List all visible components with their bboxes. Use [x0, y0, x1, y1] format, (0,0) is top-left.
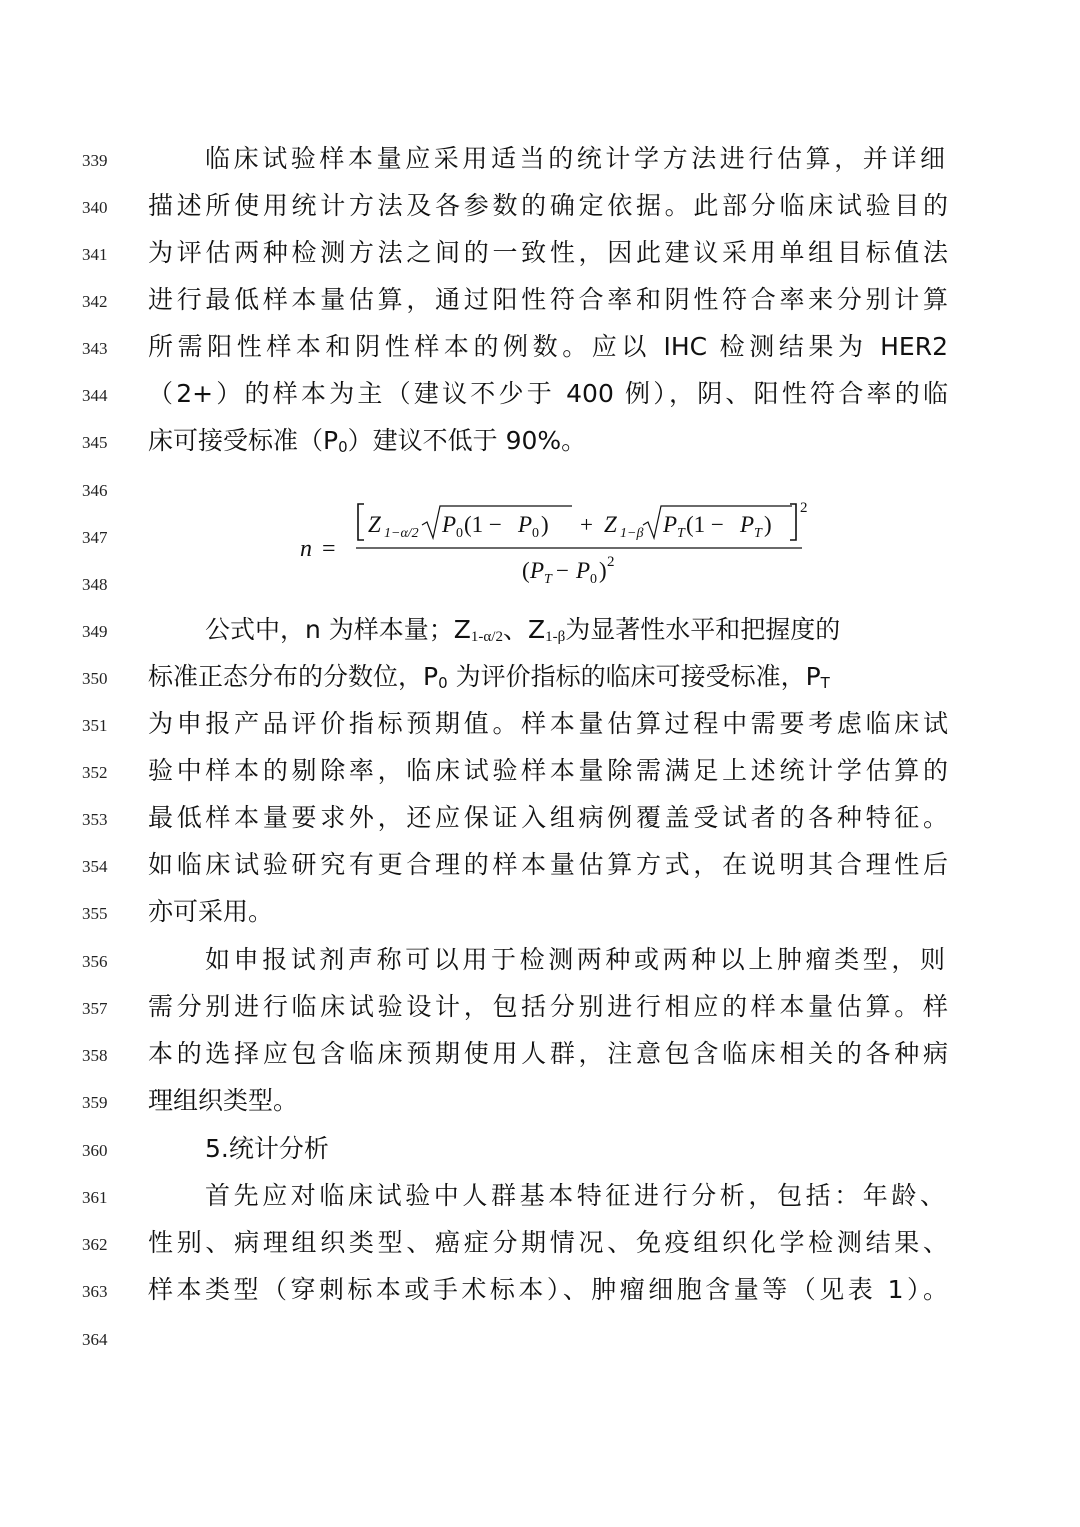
line-number: 355 [82, 904, 108, 923]
line-number: 346 [82, 481, 108, 500]
svg-text:P: P [663, 512, 678, 537]
svg-text:+: + [580, 512, 593, 537]
line-number: 358 [82, 1046, 108, 1065]
svg-text:n: n [300, 536, 312, 562]
line-number: 353 [82, 810, 108, 829]
text-line: 需分别进行临床试验设计，包括分别进行相应的样本量估算。样 [148, 992, 948, 1021]
svg-text:0: 0 [590, 572, 597, 587]
svg-text:2: 2 [607, 554, 615, 570]
line-number: 339 [82, 151, 108, 170]
svg-text:(: ( [522, 558, 530, 583]
text-line: 如临床试验研究有更合理的样本量估算方式，在说明其合理性后 [148, 850, 948, 879]
line-number: 347 [82, 528, 108, 547]
svg-text:Z: Z [368, 512, 381, 537]
line-number: 351 [82, 716, 108, 735]
svg-text:): ) [599, 558, 607, 583]
svg-text:T: T [754, 526, 762, 541]
line-number: 361 [82, 1188, 108, 1207]
text-line: 首先应对临床试验中人群基本特征进行分析，包括：年龄、 [205, 1181, 945, 1210]
svg-text:P: P [518, 512, 533, 537]
line-number: 349 [82, 622, 108, 641]
text-line: 亦可采用。 [148, 897, 274, 926]
text-line: 为申报产品评价指标预期值。样本量估算过程中需要考虑临床试 [148, 709, 948, 738]
svg-text:0: 0 [456, 526, 463, 541]
svg-text:−: − [556, 558, 569, 583]
line-number: 342 [82, 292, 108, 311]
svg-text:T: T [544, 572, 552, 587]
text-line: 所需阳性样本和阴性样本的例数。应以 IHC 检测结果为 HER2 [148, 332, 948, 361]
svg-text:=: = [322, 536, 336, 562]
text-line: 理组织类型。 [148, 1086, 299, 1115]
line-number: 352 [82, 763, 108, 782]
text-line: 本的选择应包含临床预期使用人群，注意包含临床相关的各种病 [148, 1039, 948, 1068]
svg-text:P: P [530, 558, 545, 583]
line-number: 344 [82, 386, 108, 405]
line-number: 364 [82, 1330, 108, 1349]
svg-text:T: T [677, 526, 685, 541]
svg-text:(1 −: (1 − [464, 512, 502, 537]
line-number: 350 [82, 669, 108, 688]
text-line: 公式中，n 为样本量；$Z_{1-\alpha/2}$、$Z_{1-\beta}$为显著性水平和把握度的 [205, 615, 841, 645]
line-number: 356 [82, 952, 108, 971]
text-line: 床可接受标准$(P_0)$建议不低于 90%。 [148, 426, 587, 456]
text-line: 临床试验样本量应采用适当的统计学方法进行估算，并详细 [205, 144, 945, 173]
line-number: 354 [82, 857, 108, 876]
line-number: 340 [82, 198, 108, 217]
text-line: 进行最低样本量估算，通过阳性符合率和阴性符合率来分别计算 [148, 285, 948, 314]
line-number: 357 [82, 999, 108, 1018]
section-heading: 5.统计分析 [205, 1134, 329, 1163]
text-line: 最低样本量要求外，还应保证入组病例覆盖受试者的各种特征。 [148, 803, 948, 832]
line-number: 348 [82, 575, 108, 594]
svg-text:(1 −: (1 − [686, 512, 724, 537]
line-number: 363 [82, 1282, 108, 1301]
svg-text:2: 2 [800, 500, 808, 516]
text-line: 性别、病理组织类型、癌症分期情况、免疫组织化学检测结果、 [148, 1228, 948, 1257]
line-number: 343 [82, 339, 108, 358]
line-number: 359 [82, 1093, 108, 1112]
text-line: 标准正态分布的分数位，$P_0$ 为评价指标的临床可接受标准，$P_T$ [148, 662, 830, 692]
text-line: 验中样本的剔除率，临床试验样本量除需满足上述统计学估算的 [148, 756, 948, 785]
line-number: 360 [82, 1141, 108, 1160]
text-line: 如申报试剂声称可以用于检测两种或两种以上肿瘤类型，则 [205, 945, 945, 974]
line-number: 345 [82, 433, 108, 452]
svg-text:0: 0 [532, 526, 539, 541]
svg-text:): ) [541, 512, 549, 537]
svg-text:P: P [576, 558, 591, 583]
sample-size-formula [300, 492, 820, 592]
line-number: 341 [82, 245, 108, 264]
svg-text:1−α/2: 1−α/2 [384, 526, 419, 541]
text-line: 描述所使用统计方法及各参数的确定依据。此部分临床试验目的 [148, 191, 948, 220]
text-line: 为评估两种检测方法之间的一致性，因此建议采用单组目标值法 [148, 238, 948, 267]
svg-text:): ) [764, 512, 772, 537]
line-number: 362 [82, 1235, 108, 1254]
svg-text:1−β: 1−β [620, 526, 644, 541]
text-line: 样本类型（穿刺标本或手术标本）、肿瘤细胞含量等（见表 1）。 [148, 1275, 948, 1304]
text-line: （2+）的样本为主（建议不少于 400 例），阴、阳性符合率的临 [148, 379, 948, 408]
svg-text:P: P [442, 512, 457, 537]
svg-text:P: P [740, 512, 755, 537]
svg-text:Z: Z [604, 512, 617, 537]
